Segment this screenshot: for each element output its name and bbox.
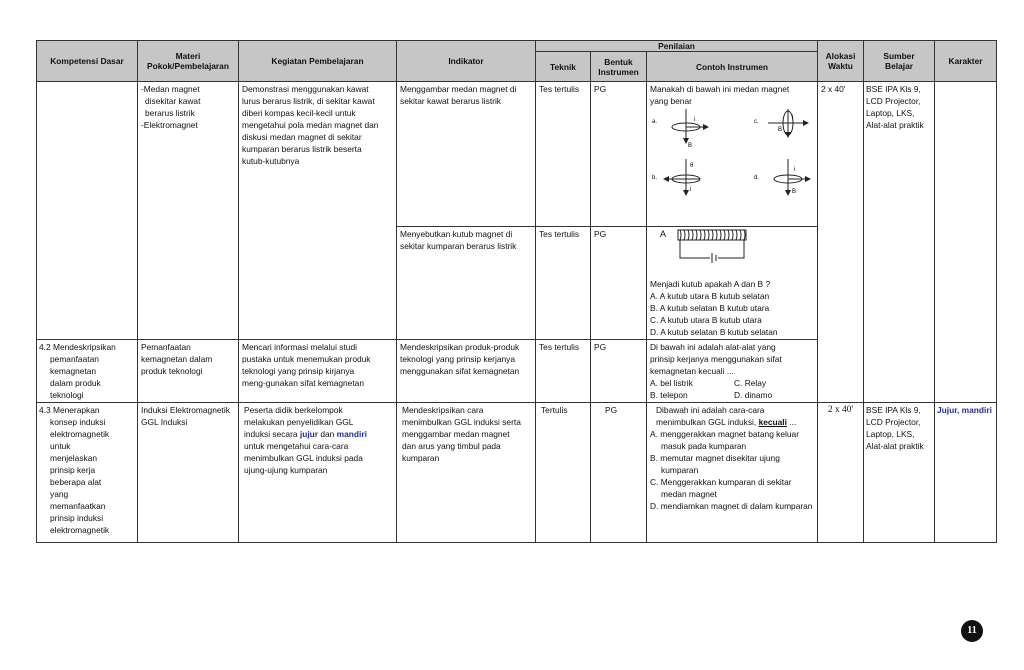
cell-kegiatan-2: Mencari informasi melalui studi pustaka untuk menemukan produk teknologi yang prinsip kirjanya meng-gunakan sifat kemagnetan [239, 340, 397, 403]
cell-alokasi-2 [818, 340, 864, 403]
cell-alokasi-3: 2 x 40' [818, 403, 864, 543]
page-number: 11 [961, 620, 983, 642]
cell-sumber-3: BSE IPA Kls 9, LCD Projector, Laptop, LKS, Alat-alat praktik [864, 403, 935, 543]
header-materi: Materi Pokok/Pembelajaran [138, 41, 239, 82]
table-row [37, 340, 997, 403]
cell-bentuk-1b: PG [591, 227, 647, 340]
cell-teknik-2: Tes tertulis [536, 340, 591, 403]
header-sumber: Sumber Belajar [864, 41, 935, 82]
svg-text:i: i [694, 117, 696, 123]
header-kompetensi-dasar: Kompetensi Dasar [37, 41, 138, 82]
magnetic-field-diagram [650, 109, 812, 225]
table-row [37, 82, 997, 227]
cell-indikator-1a: Menggambar medan magnet di sekitar kawat berarus listrik [397, 82, 536, 227]
cell-teknik-1a: Tes tertulis [536, 82, 591, 227]
coil-diagram: A [650, 228, 814, 278]
cell-bentuk-2: PG [591, 340, 647, 403]
svg-text:i: i [792, 115, 794, 121]
diagram-label-a: a. [652, 119, 658, 125]
svg-text:B: B [778, 127, 783, 133]
cell-contoh-2: Di bawah ini adalah alat-alat yang prinsip kerjanya menggunakan sifat kemagnetan kecuali ... A. bel listrik C. Relay B. telepon D. dinamo [647, 340, 818, 403]
cell-materi-1: -Medan magnet disekitar kawat berarus listrik -Elektromagnet [138, 82, 239, 340]
syllabus-table [36, 40, 997, 543]
cell-kd-2: 4.2 Mendeskripsikan pemanfaatan kemagnetan dalam produk teknologi [37, 340, 138, 403]
cell-indikator-2: Mendeskripsikan produk-produk teknologi yang prinsip kerjanya menggunakan sifat kemagnetan [397, 340, 536, 403]
header-indikator: Indikator [397, 41, 536, 82]
cell-contoh-1b: A Menjadi kutub apakah A dan B ? A. A kutub utara B kutub selatan B. A kutub selatan B kutub utara C. A kutub utara B kutub utara D. A kutub selatan B kutub selatan [647, 227, 818, 340]
cell-teknik-3: Tertulis [536, 403, 591, 543]
cell-contoh-3: Dibawah ini adalah cara-cara menimbulkan GGL induksi, kecuali ... A. menggerakkan magnet batang keluar masuk pada kumparan B. memutar magnet disekitar ujung kumparan C. Menggerakkan kumparan di sekitar medan magnet D. mendiamkan magnet di dalam kumparan [647, 403, 818, 543]
cell-teknik-1b: Tes tertulis [536, 227, 591, 340]
header-penilaian: Penilaian [536, 41, 818, 52]
cell-materi-3: Induksi Elektromagnetik GGL Induksi [138, 403, 239, 543]
cell-indikator-1b: Menyebutkan kutub magnet di sekitar kumparan berarus listrik [397, 227, 536, 340]
svg-text:i: i [690, 187, 692, 193]
cell-sumber-2 [864, 340, 935, 403]
cell-materi-2: Pemanfaatan kemagnetan dalam produk teknologi [138, 340, 239, 403]
svg-text:B: B [792, 189, 797, 195]
header-contoh: Contoh Instrumen [647, 52, 818, 82]
cell-kegiatan-1: Demonstrasi menggunakan kawat lurus berarus listrik, di sekitar kawat diberi kompas kecil-kecil untuk mengetahui pola medan magnet dan diskusi medan magnet di sekitar kumparan berarus listrik beserta kutub-kutubnya [239, 82, 397, 340]
cell-contoh-1a: Manakah di bawah ini medan magnet yang benar a. i B c. i B b. θ i d. i B [647, 82, 818, 227]
header-karakter: Karakter [935, 41, 997, 82]
svg-text:B: B [688, 143, 693, 149]
header-kegiatan: Kegiatan Pembelajaran [239, 41, 397, 82]
cell-karakter-3: Jujur, mandiri [935, 403, 997, 543]
cell-bentuk-1a: PG [591, 82, 647, 227]
diagram-label-b: b. [652, 175, 658, 181]
diagram-label-d: d. [754, 175, 760, 181]
cell-karakter-2 [935, 340, 997, 403]
header-alokasi: Alokasi Waktu [818, 41, 864, 82]
diagram-label-c: c. [754, 119, 759, 125]
cell-kd-empty [37, 82, 138, 340]
header-teknik: Teknik [536, 52, 591, 82]
cell-kegiatan-3: Peserta didik berkelompok melakukan penyelidikan GGL induksi secara jujur dan mandiri untuk mengetahui cara-cara menimbulkan GGL induksi pada ujung-ujung kumparan [239, 403, 397, 543]
cell-kd-3: 4.3 Menerapkan konsep induksi elektromagnetik untuk menjelaskan prinsip kerja beberapa alat yang memanfaatkan prinsip induksi elektromagnetik [37, 403, 138, 543]
table-row [37, 403, 997, 543]
cell-bentuk-3: PG [591, 403, 647, 543]
header-bentuk: Bentuk Instrumen [591, 52, 647, 82]
cell-sumber-1: BSE IPA Kls 9, LCD Projector, Laptop, LKS, Alat-alat praktik [864, 82, 935, 340]
cell-alokasi-1: 2 x 40' [818, 82, 864, 340]
cell-karakter-1 [935, 82, 997, 340]
svg-text:i: i [794, 167, 796, 173]
cell-indikator-3: Mendeskripsikan cara menimbulkan GGL induksi serta menggambar medan magnet dan arus yang timbul pada kumparan [397, 403, 536, 543]
svg-text:θ: θ [690, 163, 694, 169]
